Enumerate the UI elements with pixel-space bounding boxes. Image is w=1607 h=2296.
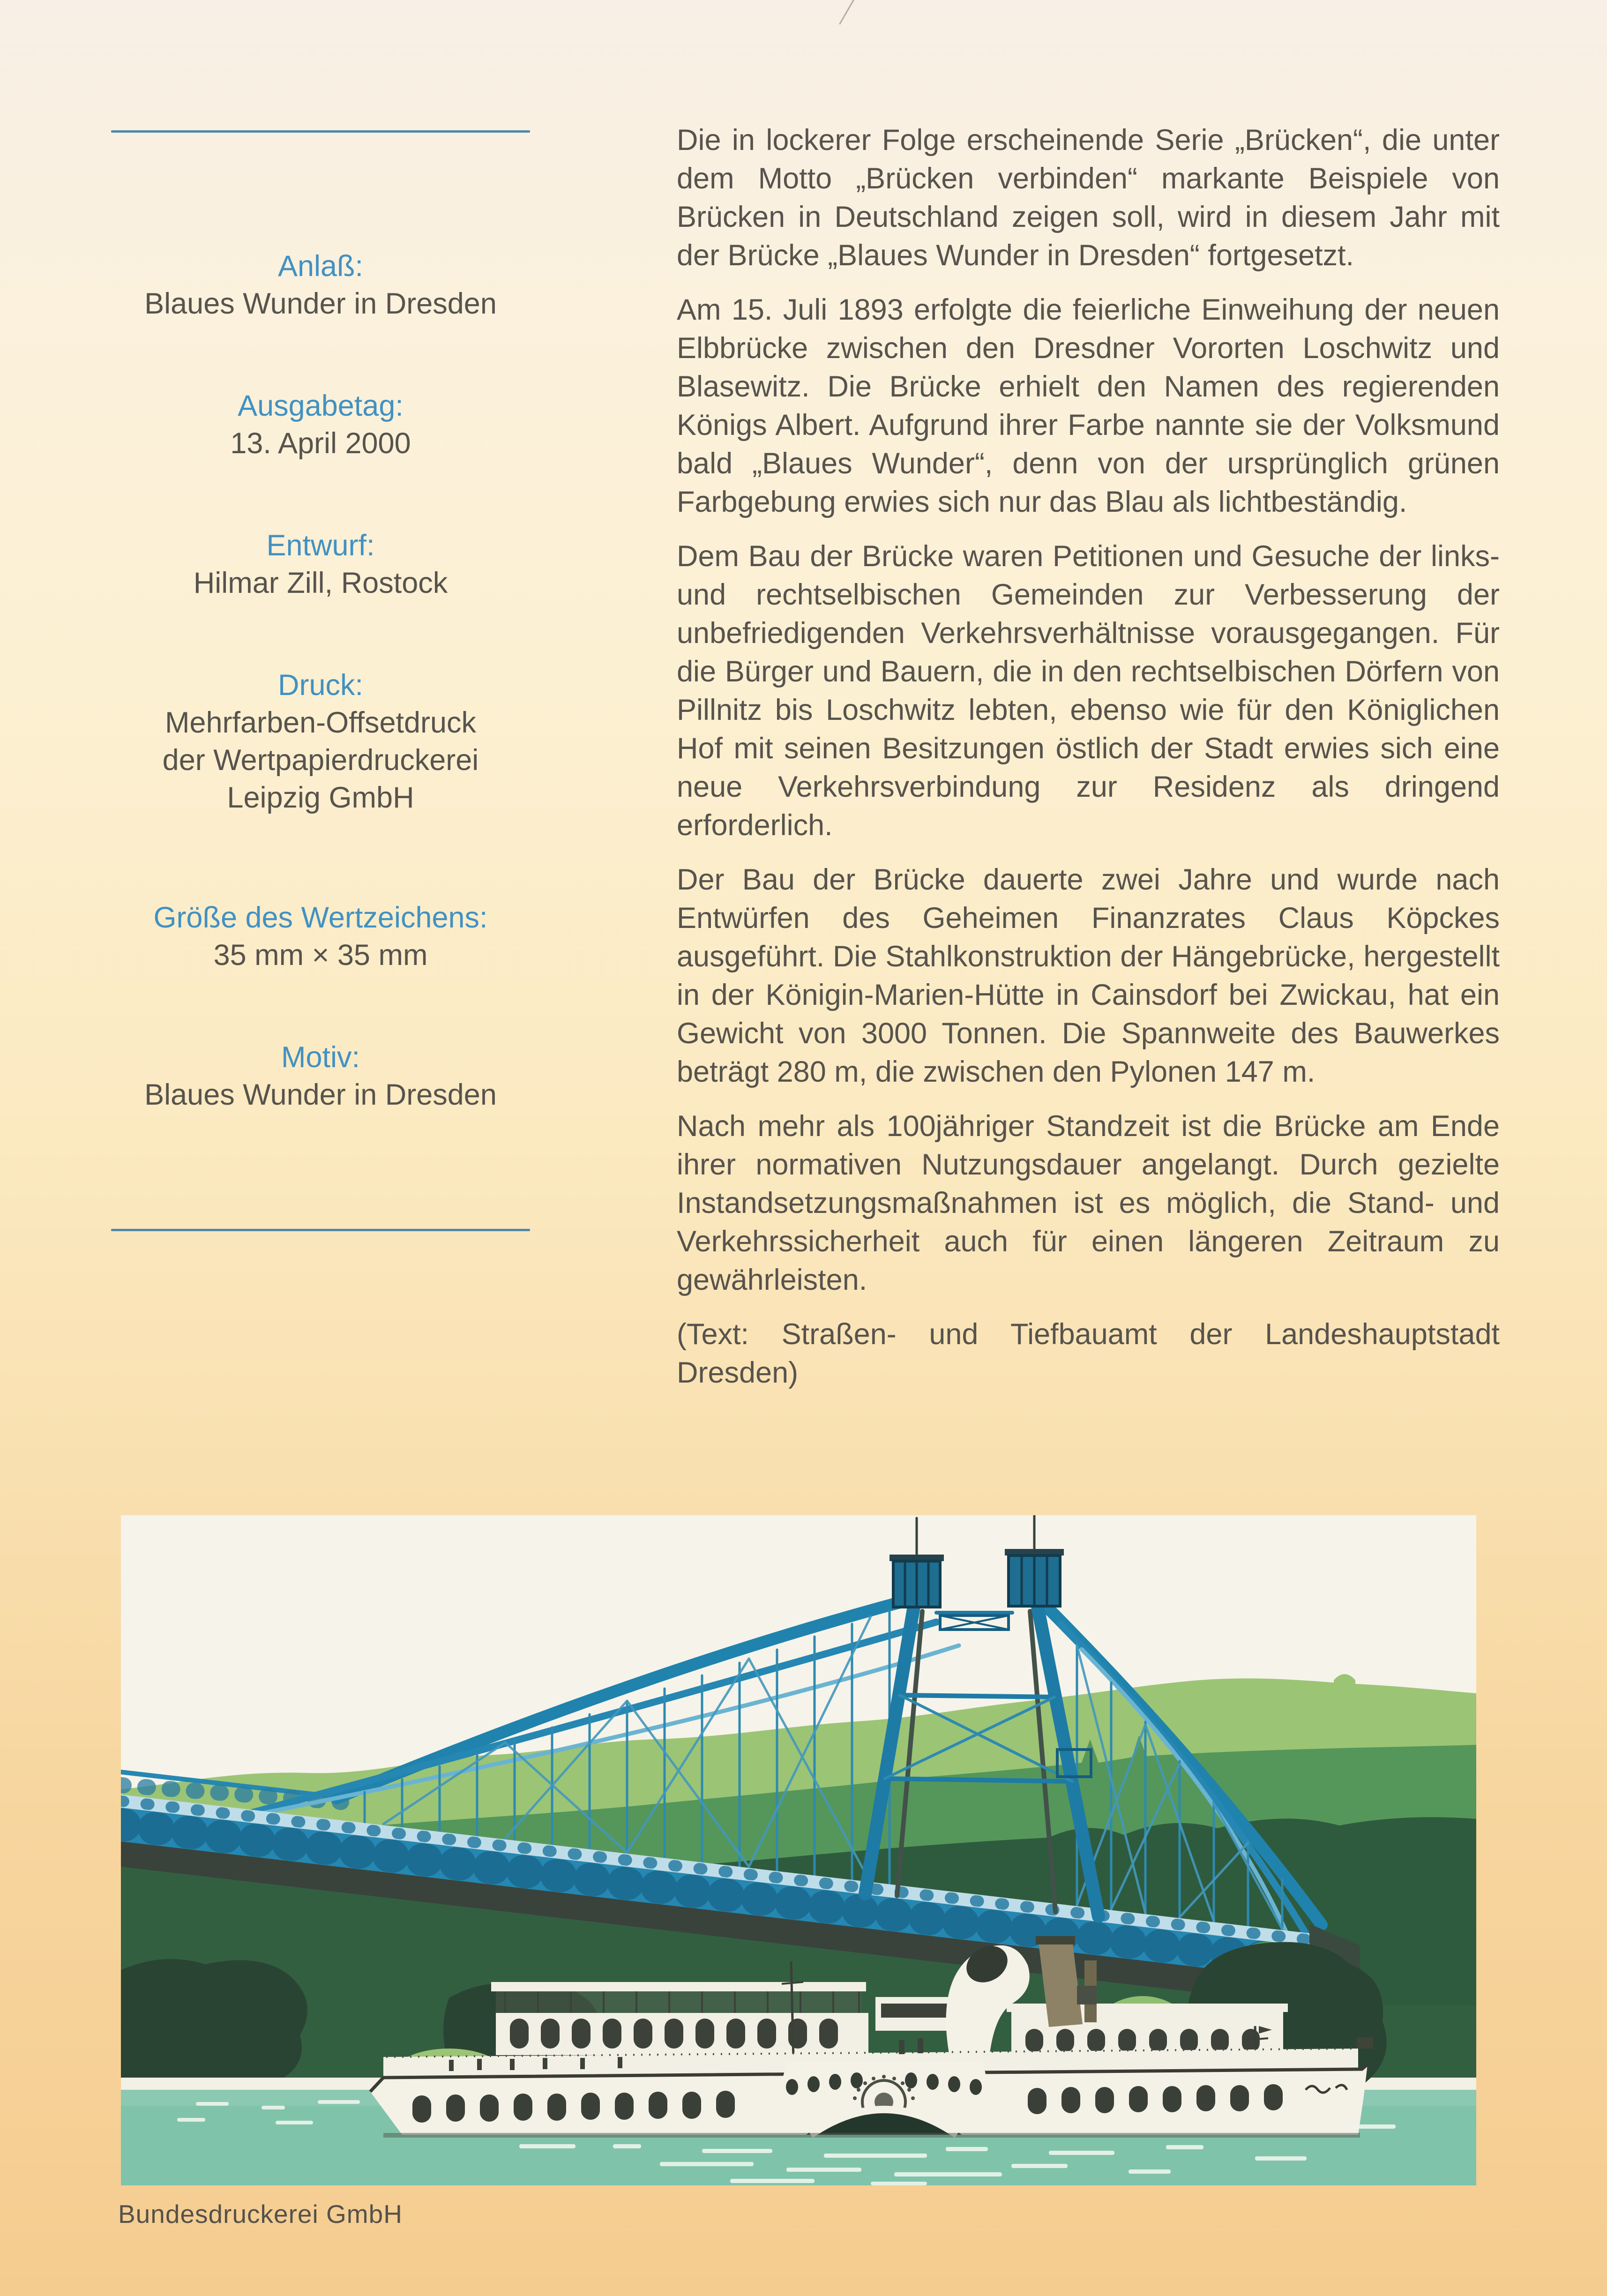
info-value: Mehrfarben-Offsetdruck bbox=[164, 706, 477, 739]
article-paragraph: Dem Bau der Brücke waren Petitionen und Gesuche der links- und rechtselbischen Gemeinden zur Verbesserung der unbefriedigenden Verkehrsverhältnisse vorausgegangen. Für die Bürger und Bauern, die in den rechtselbischen Dörfern von Pillnitz bis Loschwitz lebten, ebenso wie für den Königlichen Hof mit seinen Besitzungen östlich der Stadt erwies sich eine neue Verkehrsverbindung zur Residenz als dringend erforderlich. bbox=[677, 540, 1500, 842]
article-paragraph: Am 15. Juli 1893 erfolgte die feierliche Einweihung der neuen Elbbrücke zwischen den Dresdner Vororten Loschwitz und Blasewitz. Die Brücke erhielt den Namen des regierenden Königs Albert. Aufgrund ihrer Farbe nannte sie der Volksmund bald „Blaues Wunder“, denn von der ursprünglich grünen Farbgebung erwies sich nur das Blau als lichtbeständig. bbox=[677, 293, 1500, 518]
info-label: Ausgabetag: bbox=[238, 389, 404, 422]
info-group-anlass bbox=[111, 247, 530, 322]
article-paragraph: Die in lockerer Folge erscheinende Serie „Brücken“, die unter dem Motto „Brücken verbinden“ markante Beispiele von Brücken in Deutschland zeigen soll, wird in diesem Jahr mit der Brücke „Blaues Wunder in Dresden“ fortgesetzt. bbox=[677, 124, 1500, 272]
info-label: Anlaß: bbox=[277, 250, 364, 283]
info-group-druck bbox=[111, 666, 530, 816]
bottom-divider-rule bbox=[111, 1229, 530, 1231]
info-value: Hilmar Zill, Rostock bbox=[193, 567, 448, 599]
dark-tree-blob bbox=[121, 1959, 307, 2085]
top-divider-rule bbox=[111, 130, 530, 133]
scan-scratch-artifact bbox=[839, 0, 855, 24]
article-paragraph: Nach mehr als 100jähriger Standzeit ist die Brücke am Ende ihrer normativen Nutzungsdauer angelangt. Durch gezielte Instandsetzungsmaßnahmen ist es möglich, die Stand- und Verkehrssicherheit auch für einen längeren Zeitraum zu gewährleisten. bbox=[677, 1110, 1500, 1296]
info-label: Entwurf: bbox=[266, 529, 375, 562]
printer-imprint: Bundesdruckerei GmbH bbox=[118, 2199, 403, 2229]
canopy-roof bbox=[491, 1982, 866, 1991]
engine-skylight bbox=[1077, 1986, 1097, 2004]
info-value: der Wertpapierdruckerei bbox=[162, 744, 479, 777]
article-text bbox=[677, 121, 1500, 1408]
info-value: Leipzig GmbH bbox=[227, 781, 414, 814]
article-paragraph: Der Bau der Brücke dauerte zwei Jahre und wurde nach Entwürfen des Geheimen Finanzrates Claus Köpckes ausgeführt. Die Stahlkonstruktion der Hängebrücke, hergestellt in der Königin-Marien-Hütte in Cainsdorf bei Zwickau, hat ein Gewicht von 3000 Tonnen. Die Spannweite des Bauwerkes beträgt 280 m, die zwischen den Pylonen 147 m. bbox=[677, 863, 1500, 1088]
canopy-shadow bbox=[496, 1991, 861, 2013]
info-group-entwurf bbox=[111, 527, 530, 602]
hill-tower-silhouette bbox=[1310, 1682, 1326, 1735]
info-label: Druck: bbox=[277, 669, 364, 702]
info-group-ausgabetag bbox=[111, 387, 530, 462]
info-value: 13. April 2000 bbox=[230, 427, 411, 460]
info-label: Motiv: bbox=[281, 1041, 360, 1074]
info-group-groesse bbox=[111, 899, 530, 974]
hill-tower-silhouette bbox=[1334, 1674, 1355, 1735]
waterline-shadow bbox=[383, 2133, 1360, 2138]
stern-flag bbox=[1357, 2037, 1373, 2049]
wheelhouse-windows bbox=[881, 2004, 949, 2018]
info-value: Blaues Wunder in Dresden bbox=[144, 1078, 497, 1111]
info-group-motiv bbox=[111, 1039, 530, 1114]
info-label: Größe des Wertzeichens: bbox=[153, 901, 488, 934]
bridge-illustration bbox=[121, 1515, 1476, 2185]
info-value: 35 mm × 35 mm bbox=[213, 939, 428, 972]
article-paragraph: (Text: Straßen- und Tiefbauamt der Landeshauptstadt Dresden) bbox=[677, 1318, 1500, 1389]
info-value: Blaues Wunder in Dresden bbox=[144, 287, 497, 320]
funnel-top bbox=[1036, 1936, 1075, 1944]
